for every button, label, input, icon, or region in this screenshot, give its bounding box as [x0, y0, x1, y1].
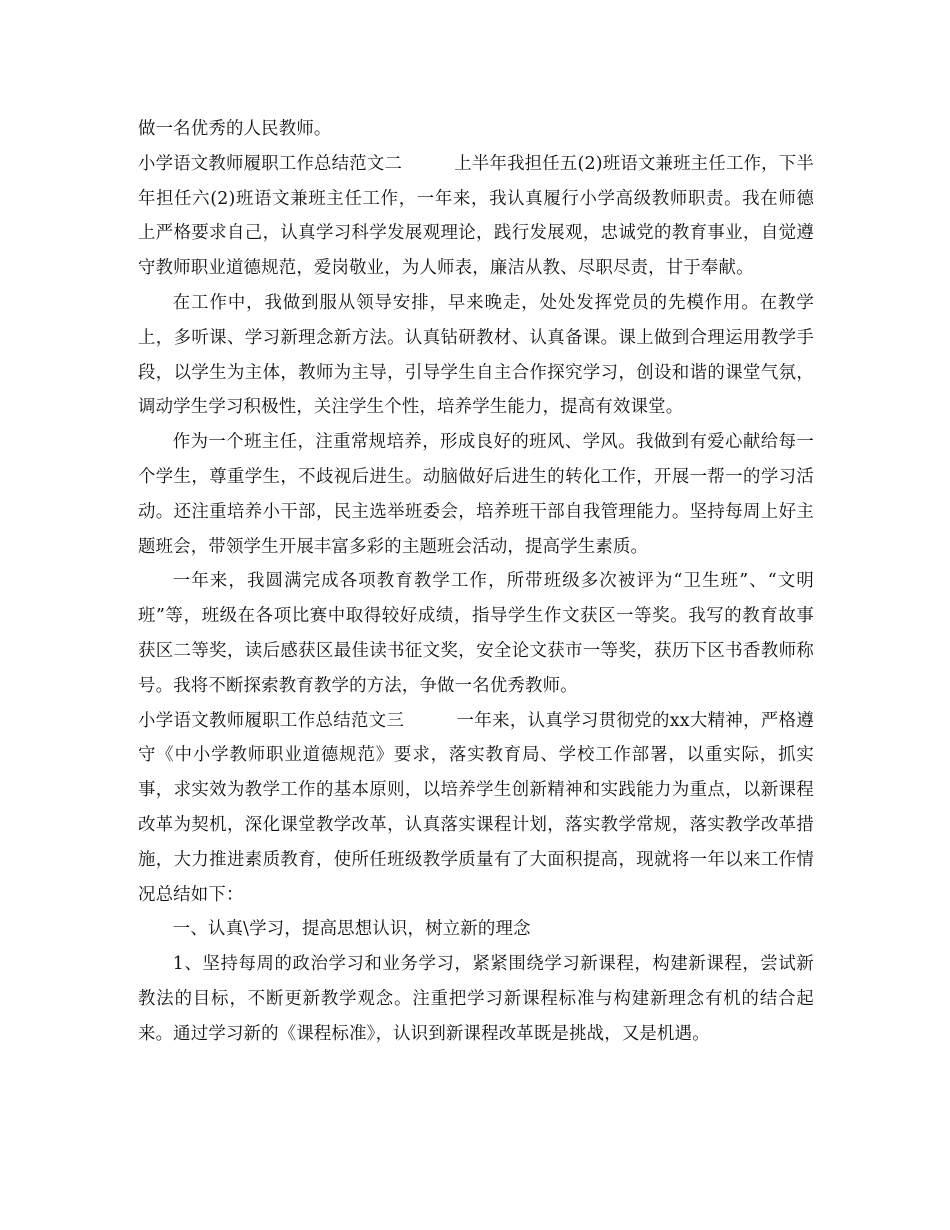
paragraph: 1、坚持每周的政治学习和业务学习，紧紧围绕学习新课程，构建新课程，尝试新教法的目标，不断更新教学观念。注重把学习新课程标准与构建新理念有机的结合起来。通过学习新的《课程标准》，认识到新课程改革既是挑战，又是机遇。 [138, 954, 814, 1044]
section-3-paragraph [138, 704, 814, 913]
subheading: 一、认真\学习，提高思想认识，树立新的理念 [172, 919, 531, 940]
paragraph-text: 一年来，认真学习贯彻党的xx大精神，严格遵守《中小学教师职业道德规范》要求，落实教育局、学校工作部署，以重实际，抓实事，求实效为教学工作的基本原则，以培养学生创新精神和实践能力为重点，以新课程改革为契机，深化课堂教学改革，认真落实课程计划，落实教学常规，落实教学改革措施，大力推进素质教育，使所任班级教学质量有了大面积提高，现就将一年以来工作情况总结如下： [138, 710, 814, 905]
document-body [138, 112, 814, 1052]
paragraph: 一年来，我圆满完成各项教育教学工作，所带班级多次被评为“卫生班”、“文明班”等，班级在各项比赛中取得较好成绩，指导学生作文获区一等奖。我写的教育故事获区二等奖，读后感获区最佳读书征文奖，安全论文获市一等奖，获历下区书香教师称号。我将不断探索教育教学的方法，争做一名优秀教师。 [138, 571, 814, 696]
paragraph: 在工作中，我做到服从领导安排，早来晚走，处处发挥党员的先模作用。在教学上，多听课、学习新理念新方法。认真钻研教材、认真备课。课上做到合理运用教学手段，以学生为主体，教师为主导，引导学生自主合作探究学习，创设和谐的课堂气氛，调动学生学习积极性，关注学生个性，培养学生能力，提高有效课堂。 [138, 292, 814, 418]
section-2-paragraph [138, 147, 814, 286]
paragraph: 做一名优秀的人民教师。 [138, 119, 332, 139]
section-heading: 小学语文教师履职工作总结范文三 [138, 710, 405, 731]
paragraph-text: 上半年我担任五(2)班语文兼班主任工作，下半年担任六(2)班语文兼班主任工作，一年来，我认真履行小学高级教师职责。我在师德上严格要求自己，认真学习科学发展观理论，践行发展观，忠诚党的教育事业，自觉遵守教师职业道德规范，爱岗敬业，为人师表，廉洁从教、尽职尽责，甘于奉献。 [138, 153, 814, 279]
paragraph: 作为一个班主任，注重常规培养，形成良好的班风、学风。我做到有爱心献给每一个学生，尊重学生，不歧视后进生。动脑做好后进生的转化工作，开展一帮一的学习活动。还注重培养小干部，民主选举班委会，培养班干部自我管理能力。坚持每周上好主题班会，带领学生开展丰富多彩的主题班会活动，提高学生素质。 [138, 432, 814, 557]
section-heading: 小学语文教师履职工作总结范文二 [138, 153, 403, 174]
